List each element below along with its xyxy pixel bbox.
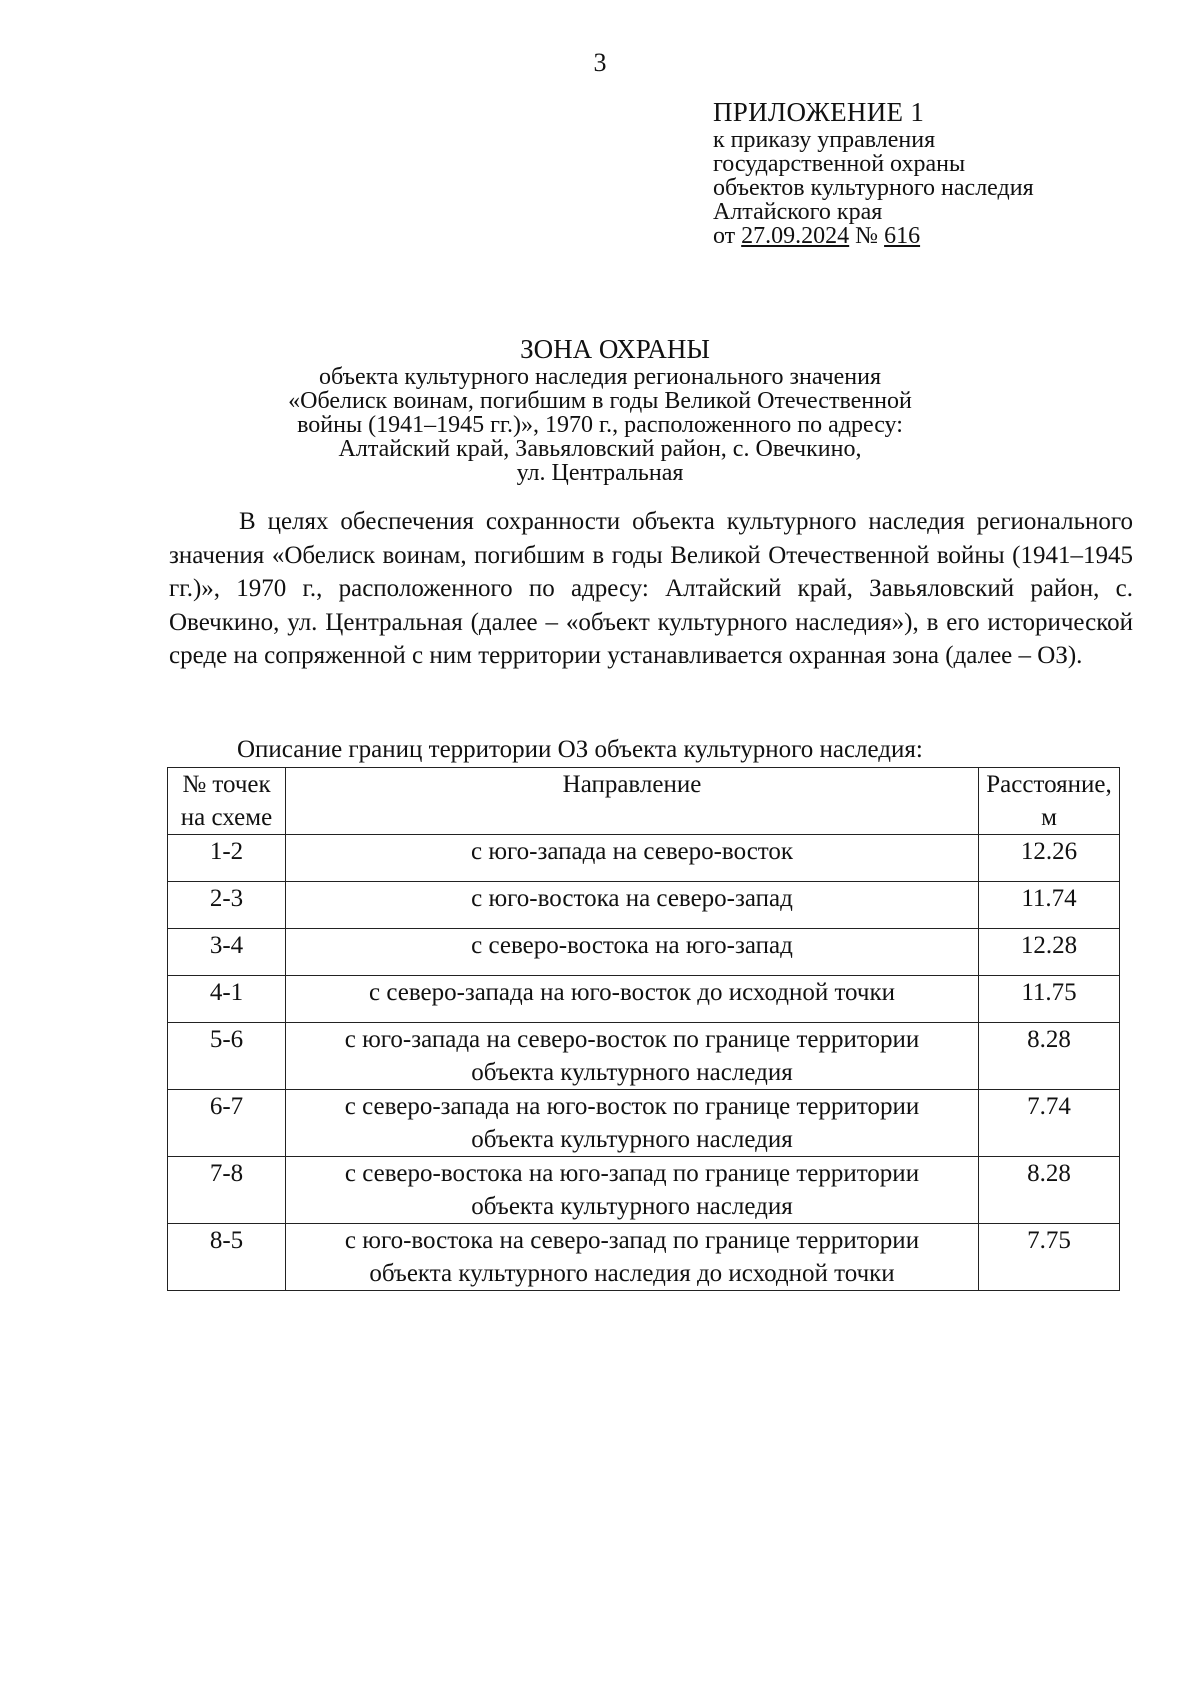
appendix-title: ПРИЛОЖЕНИЕ 1 [713, 97, 925, 127]
date-prefix: от [713, 223, 736, 249]
direction-line: с юго-запада на северо-восток [470, 838, 794, 865]
cell-distance: 11.74 [979, 882, 1120, 929]
number-prefix: № [855, 223, 879, 249]
cell-distance: 7.75 [979, 1224, 1120, 1291]
direction-line: объекта культурного наследия [471, 1126, 793, 1153]
direction-line: объекта культурного наследия [471, 1059, 793, 1086]
header-distance-line: Расстояние, [986, 771, 1112, 798]
table-row [168, 1023, 1120, 1090]
cell-points: 7-8 [168, 1157, 286, 1224]
header-points-line: № точек [182, 771, 271, 798]
cell-distance: 8.28 [979, 1157, 1120, 1224]
direction-line: объекта культурного наследия [471, 1193, 793, 1220]
heading-line: Алтайский край, Завьяловский район, с. Овечкино, [338, 436, 862, 462]
appendix-date-line [713, 224, 1034, 248]
appendix-line: к приказу управления [713, 127, 936, 153]
cell-direction [286, 1157, 979, 1224]
cell-direction [286, 1224, 979, 1291]
header-distance-line: м [1041, 804, 1057, 831]
header-direction: Направление [286, 768, 979, 835]
body-paragraph: В целях обеспечения сохранности объекта культурного наследия регионального значения «Обелиск воинам, погибшим в годы Великой Отечественной войны (1941–1945 гг.)», 1970 г., расположенного по адресу: Алтайский край, Завьяловский район, с. Овечкино, ул. Центральная (далее – «объект культурного наследия»), в его исторической среде на сопряженной с ним территории устанавливается охранная зона (далее – ОЗ). [169, 508, 1133, 669]
table-row [168, 1157, 1120, 1224]
document-heading [0, 333, 1200, 485]
table-row [168, 976, 1120, 1023]
direction-line: с северо-запада на юго-восток до исходной точки [368, 979, 896, 1006]
boundaries-table [167, 767, 1120, 1291]
cell-points: 3-4 [168, 929, 286, 976]
table-row [168, 882, 1120, 929]
appendix-line: объектов культурного наследия [713, 175, 1034, 201]
appendix-line: Алтайского края [713, 199, 883, 225]
table-header-row [168, 768, 1120, 835]
order-date: 27.09.2024 [741, 223, 850, 249]
direction-line: с северо-востока на юго-запад [471, 932, 793, 959]
heading-line: объекта культурного наследия регионального значения [318, 364, 882, 390]
cell-distance: 11.75 [979, 976, 1120, 1023]
table-row [168, 1224, 1120, 1291]
cell-distance: 8.28 [979, 1023, 1120, 1090]
cell-points: 5-6 [168, 1023, 286, 1090]
direction-line: с юго-востока на северо-запад по границе территории [344, 1227, 920, 1254]
cell-direction [286, 1090, 979, 1157]
cell-direction [286, 976, 979, 1023]
cell-direction [286, 835, 979, 882]
heading-title: ЗОНА ОХРАНЫ [520, 334, 710, 364]
heading-line: ул. Центральная [516, 460, 684, 486]
direction-line: с северо-запада на юго-восток по границе территории [344, 1093, 920, 1120]
direction-line: с северо-востока на юго-запад по границе территории [344, 1160, 920, 1187]
cell-distance: 7.74 [979, 1090, 1120, 1157]
cell-distance: 12.28 [979, 929, 1120, 976]
header-distance [979, 768, 1120, 835]
appendix-line: государственной охраны [713, 151, 966, 177]
page-number: 3 [593, 48, 607, 77]
table-row [168, 835, 1120, 882]
cell-points: 2-3 [168, 882, 286, 929]
cell-points: 8-5 [168, 1224, 286, 1291]
table-caption: Описание границ территории ОЗ объекта культурного наследия: [237, 736, 923, 763]
appendix-block [713, 96, 1034, 248]
cell-points: 4-1 [168, 976, 286, 1023]
table-row [168, 1090, 1120, 1157]
direction-line: с юго-запада на северо-восток по границе территории [344, 1026, 920, 1053]
direction-line: объекта культурного наследия до исходной точки [369, 1260, 895, 1287]
header-points [168, 768, 286, 835]
order-number: 616 [884, 223, 921, 249]
heading-line: войны (1941–1945 гг.)», 1970 г., расположенного по адресу: [297, 412, 903, 438]
cell-direction [286, 929, 979, 976]
cell-direction [286, 882, 979, 929]
direction-line: с юго-востока на северо-запад [471, 885, 793, 912]
cell-direction [286, 1023, 979, 1090]
heading-line: «Обелиск воинам, погибшим в годы Великой Отечественной [288, 388, 912, 414]
cell-points: 6-7 [168, 1090, 286, 1157]
table-row [168, 929, 1120, 976]
header-points-line: на схеме [180, 804, 273, 831]
cell-distance: 12.26 [979, 835, 1120, 882]
cell-points: 1-2 [168, 835, 286, 882]
